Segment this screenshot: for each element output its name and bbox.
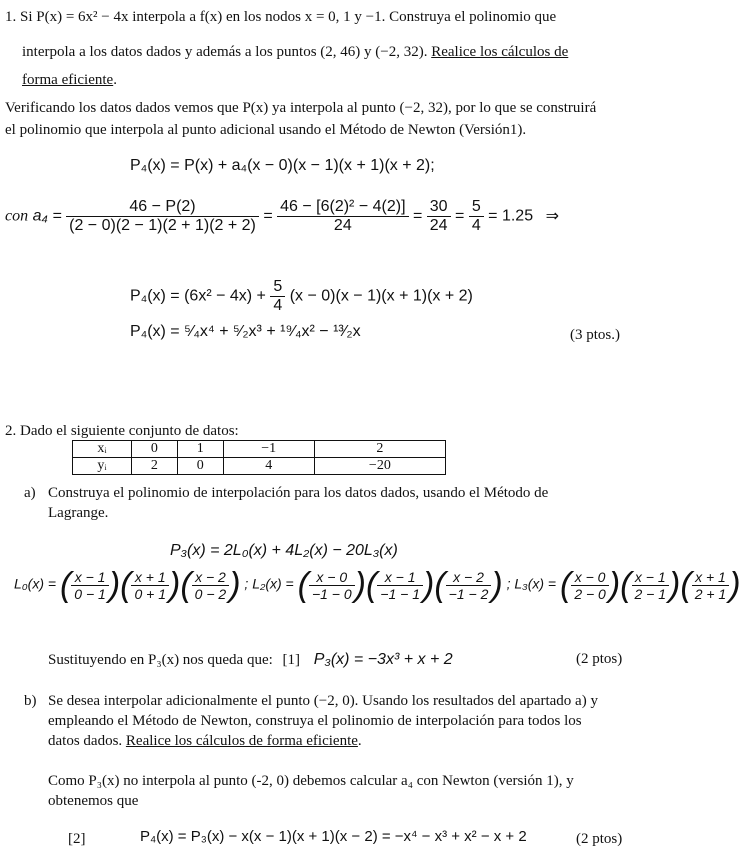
con-label: con	[5, 207, 29, 225]
part-b-line3-end: .	[357, 733, 362, 749]
lagrange-fraction	[131, 569, 169, 602]
fraction-denominator: 24	[429, 217, 448, 234]
paren-open: (	[434, 566, 446, 604]
a4-label: a₄ =	[32, 207, 62, 225]
fraction-a4-1	[66, 198, 259, 235]
lagrange-fraction	[377, 569, 423, 602]
paren-open: (	[680, 566, 692, 604]
fraction-denominator: −1 − 1	[380, 585, 420, 602]
part-b-text-line1: Se desea interpolar adicionalmente el punto (−2, 0). Usando los resultados del apartado a) y	[48, 693, 598, 709]
fraction-numerator: x − 1	[377, 569, 423, 586]
points-part-a: (2 ptos)	[576, 651, 623, 667]
lagrange-fraction	[692, 569, 730, 602]
lagrange-fraction	[71, 569, 109, 602]
paren-open: (	[620, 566, 632, 604]
table-row	[73, 458, 446, 475]
lagrange-fraction	[446, 569, 492, 602]
fraction-a4-2	[277, 198, 408, 235]
paren-open: (	[559, 566, 572, 604]
substitution-text	[48, 650, 453, 670]
equals-sign: =	[412, 207, 423, 225]
paren-close: )	[491, 566, 503, 604]
paren-open: (	[180, 566, 192, 604]
lagrange-fraction	[192, 569, 230, 602]
L2-label: ; L₂(x) =	[244, 575, 294, 592]
paren-open: (	[297, 566, 309, 604]
table-cell: xᵢ	[73, 441, 132, 458]
table-cell: 0	[177, 458, 223, 475]
fraction-numerator: 5	[270, 278, 285, 297]
lagrange-fraction	[632, 569, 670, 602]
part-b-text-line2: empleando el Método de Newton, construya el polinomio de interpolación para todos los	[48, 713, 582, 729]
paren-close: )	[729, 566, 741, 604]
fraction-five-fourths	[270, 278, 285, 315]
substitution-label: Sustituyendo en P₃(x) nos queda que:	[48, 652, 273, 668]
fraction-numerator: x − 2	[192, 569, 230, 586]
fraction-a4-3	[427, 198, 451, 235]
fraction-denominator: (2 − 0)(2 − 1)(2 + 1)(2 + 2)	[69, 217, 256, 234]
fraction-denominator: 0 + 1	[134, 585, 167, 602]
fraction-numerator: x − 1	[71, 569, 109, 586]
fraction-denominator: −1 − 2	[448, 585, 489, 602]
table-row	[73, 441, 446, 458]
fraction-numerator: x − 2	[446, 569, 492, 586]
fraction-a4-4	[469, 198, 484, 235]
lagrange-fraction	[571, 569, 609, 602]
problem1-line3-end: .	[113, 72, 117, 88]
paren-close: )	[669, 566, 681, 604]
paren-open: (	[120, 566, 132, 604]
paren-close: )	[229, 566, 241, 604]
fraction-denominator: 0 − 2	[194, 585, 227, 602]
fraction-denominator: 0 − 1	[74, 585, 106, 602]
problem1-verification-line2: el polinomio que interpola al punto adicional usando el Método de Newton (Versión1).	[5, 122, 527, 138]
paren-close: )	[169, 566, 181, 604]
fraction-denominator: 2 + 1	[694, 585, 727, 602]
a4-value: = 1.25	[488, 207, 534, 225]
equation-p3-lagrange: P₃(x) = 2L₀(x) + 4L₂(x) − 20L₃(x)	[170, 542, 398, 559]
fraction-denominator: 4	[273, 297, 283, 314]
part-a-text-line2: Lagrange.	[48, 505, 109, 521]
table-cell: 2	[131, 458, 177, 475]
equation-p4-final: P₄(x) = ⁵⁄₄x⁴ + ⁵⁄₂x³ + ¹⁹⁄₄x² − ¹³⁄₂x	[130, 323, 361, 340]
fraction-numerator: 46 − P(2)	[66, 198, 259, 217]
paren-close: )	[608, 566, 621, 604]
paren-close: )	[108, 566, 121, 604]
points-part-b: (2 ptos)	[576, 831, 623, 847]
como-text-line1: Como P₃(x) no interpola al punto (-2, 0) debemos calcular a₄ con Newton (versión 1), y	[48, 773, 574, 789]
fraction-numerator: 30	[427, 198, 451, 217]
paren-close: )	[423, 566, 435, 604]
part-a-label: a)	[24, 485, 36, 501]
implies-arrow: ⇒	[545, 207, 559, 225]
result-p3: P₃(x) = −3x³ + x + 2	[313, 651, 453, 668]
equation-a4	[5, 198, 559, 235]
equation-p4-newton: P₄(x) = P(x) + a₄(x − 0)(x − 1)(x + 1)(x + 2);	[130, 157, 435, 174]
problem1-line2-text: interpola a los datos dados y además a los puntos (2, 46) y (−2, 32).	[22, 44, 428, 60]
fraction-denominator: 2 − 1	[634, 585, 667, 602]
paren-open: (	[59, 566, 72, 604]
reference-2: [2]	[68, 831, 86, 847]
equals-sign: =	[263, 207, 273, 225]
data-table	[72, 440, 446, 475]
fraction-numerator: x − 0	[571, 569, 609, 586]
reference-1: [1]	[282, 652, 301, 668]
problem1-verification-line1: Verificando los datos dados vemos que P(x) ya interpola al punto (−2, 32), por lo que se construirá	[5, 100, 597, 116]
como-text-line2: obtenemos que	[48, 793, 139, 809]
table-cell: 4	[223, 458, 314, 475]
table-cell: yᵢ	[73, 458, 132, 475]
L3-label: ; L₃(x) =	[506, 575, 557, 592]
problem1-line3-underlined: forma eficiente	[22, 72, 114, 88]
fraction-denominator: −1 − 0	[311, 585, 352, 602]
fraction-numerator: x − 0	[309, 569, 355, 586]
problem1-statement-line3	[22, 71, 117, 90]
paren-close: )	[354, 566, 366, 604]
lagrange-fraction	[309, 569, 355, 602]
result-p4: P₄(x) = P₃(x) − x(x − 1)(x + 1)(x − 2) = −x⁴ − x³ + x² − x + 2	[140, 828, 527, 845]
part-b-line3-underlined: Realice los cálculos de forma eficiente	[125, 733, 358, 749]
part-b-line3-text: datos dados.	[48, 733, 123, 749]
problem2-title: 2. Dado el siguiente conjunto de datos:	[5, 423, 239, 439]
fraction-denominator: 2 − 0	[574, 585, 606, 602]
fraction-numerator: 5	[469, 198, 484, 217]
fraction-numerator: x + 1	[692, 569, 730, 586]
fraction-numerator: x − 1	[632, 569, 670, 586]
fraction-numerator: 46 − [6(2)² − 4(2)]	[277, 198, 408, 217]
part-b-label: b)	[24, 693, 37, 709]
problem1-statement-line1: 1. Si P(x) = 6x² − 4x interpola a f(x) en los nodos x = 0, 1 y −1. Construya el polinomio que	[5, 9, 557, 25]
table-cell: 2	[314, 441, 445, 458]
eq2-right: (x − 0)(x − 1)(x + 1)(x + 2)	[289, 287, 473, 305]
table-cell: −20	[314, 458, 445, 475]
lagrange-basis-line	[14, 568, 741, 602]
problem1-line2-underlined: Realice los cálculos de	[431, 44, 569, 60]
fraction-denominator: 24	[333, 217, 352, 234]
table-cell: 0	[131, 441, 177, 458]
paren-open: (	[365, 566, 378, 604]
part-b-text-line3	[48, 732, 362, 751]
points-problem1: (3 ptos.)	[570, 327, 620, 343]
equals-sign: =	[455, 207, 465, 225]
L0-label: L₀(x) =	[14, 575, 57, 592]
fraction-numerator: x + 1	[131, 569, 169, 586]
fraction-denominator: 4	[471, 217, 481, 234]
table-cell: −1	[223, 441, 314, 458]
part-a-text-line1: Construya el polinomio de interpolación para los datos dados, usando el Método de	[48, 485, 549, 501]
problem1-statement-line2	[22, 43, 568, 62]
equation-p4-expanded	[130, 278, 473, 315]
table-cell: 1	[177, 441, 223, 458]
eq2-left: P₄(x) = (6x² − 4x) +	[130, 287, 266, 305]
